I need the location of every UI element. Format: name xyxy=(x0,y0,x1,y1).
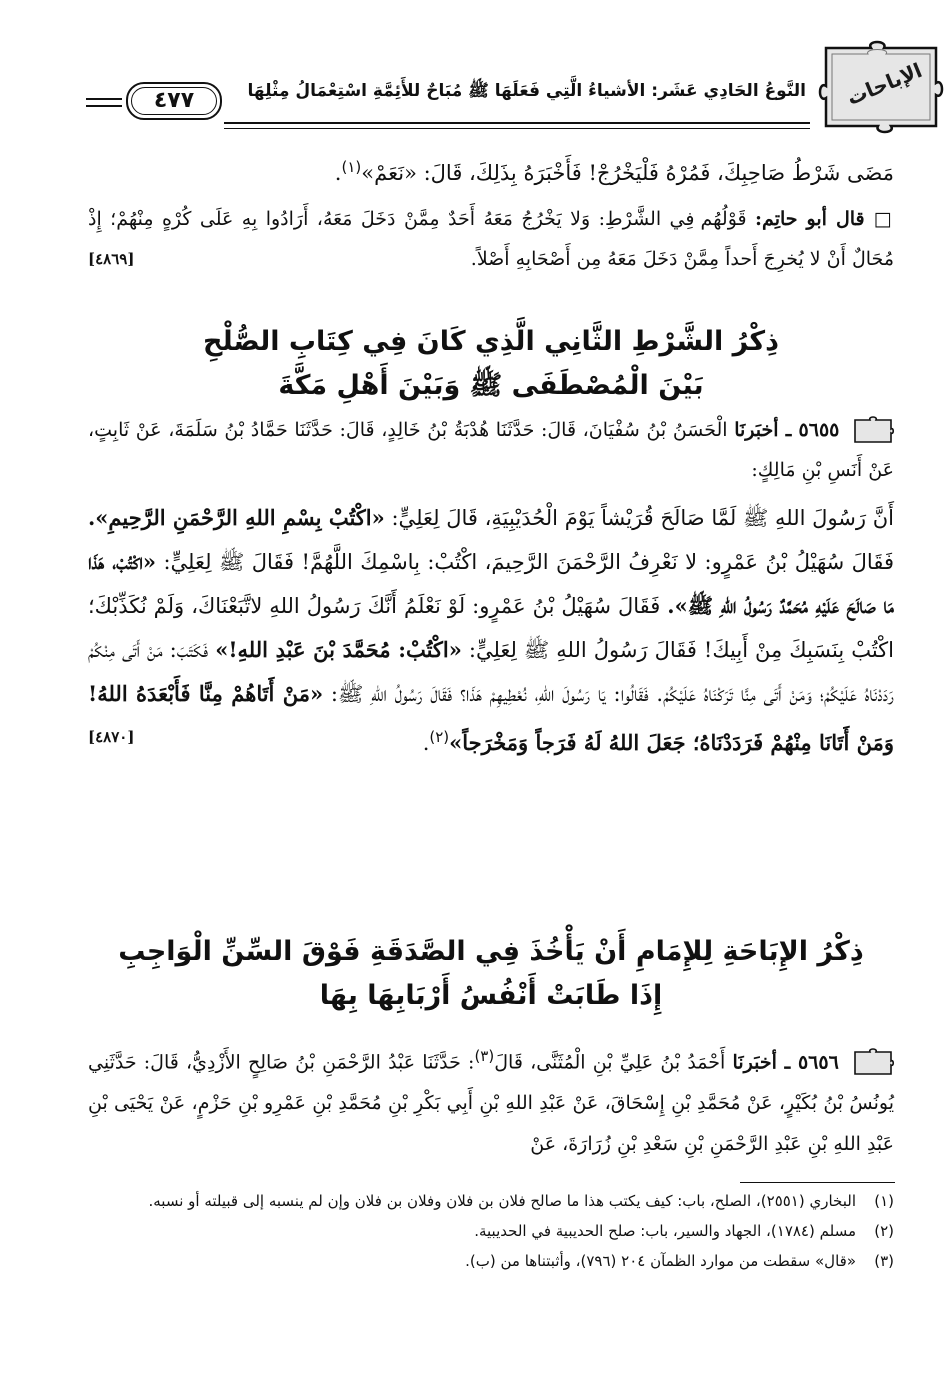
section-heading-2: ذِكْرُ الإِبَاحَةِ لِلإِمَامِ أَنْ يَأْخُذَ فِي الصَّدَقَةِ فَوْقَ السِّنِّ الْوَاجِبِ إِذَا طَابَتْ أَنْفُسُ أَرْبَابِهَا بِهَا xyxy=(118,936,864,1011)
header-rule xyxy=(224,122,810,129)
puzzle-label: الإباحات xyxy=(843,58,926,110)
page-number: ٤٧٧ xyxy=(126,82,222,120)
section-heading-1: ذِكْرُ الشَّرْطِ الثَّانِي الَّذِي كَانَ فِي كِتَابِ الصُّلْحِ بَيْنَ الْمُصْطَفَى ﷺ وَبَيْنَ أَهْلِ مَكَّةَ xyxy=(203,326,779,401)
footnote: (٢) مسلم (١٧٨٤)، الجهاد والسير، باب: صلح الحديبية في الحديبية. xyxy=(474,1222,894,1240)
hadith-ref: [٤٨٦٩] xyxy=(88,250,135,268)
footnote-marker[interactable]: (١) xyxy=(341,158,362,176)
footnote: (١) البخاري (٢٥٥١)، الصلح، باب: كيف يكتب هذا ما صالح فلان بن فلان وفلان بن فلان وإن لم ينسبه إلى قبيلته أو نسبه. xyxy=(148,1192,894,1210)
header-rule-left xyxy=(86,98,122,107)
hadith-marker-icon xyxy=(852,416,894,446)
abu-hatim-comment xyxy=(88,199,894,279)
page-header xyxy=(86,38,946,133)
footnotes xyxy=(86,1188,894,1278)
hadith-matn: أَنَّ رَسُولَ اللهِ ﷺ لَمَّا صَالَحَ قُرَيْشاً يَوْمَ الْحُدَيْبِيَةِ، قَالَ لِعَلِيٍّ: «اكْتُبْ بِسْمِ اللهِ الرَّحْمَنِ الرَّحِيمِ». فَقَالَ سُهَيْلُ بْنُ عَمْرٍو: لا نَعْرِفُ الرَّحْمَنَ الرَّحِيمَ، اكْتُبْ: بِاسْمِكَ اللَّهُمَّ! فَقَالَ ﷺ لِعَلِيٍّ: «اكْتُبْ، هَذَا مَا صَالَحَ عَلَيْهِ مُحَمَّدٌ رَسُولُ اللهِ ﷺ». فَقَالَ سُهَيْلُ بْنُ عَمْرٍو: لَوْ نَعْلَمُ أَنَّكَ رَسُولُ اللهِ لاتَّبَعْنَاكَ، وَلَمْ نُكَذِّبْكَ؛ اكْتُبْ بِنَسَبِكَ مِنْ أَبِيكَ! فَقَالَ رَسُولُ اللهِ ﷺ لِعَلِيٍّ: «اكْتُبْ: مُحَمَّدَ بْنَ عَبْدِ اللهِ!» فَكَتَبَ: مَنْ أَتَى مِنْكُمْ رَدَدْنَاهُ عَلَيْكُمْ؛ وَمَنْ أَتَى مِنَّا تَرَكْنَاهُ عَلَيْكُمْ. فَقَالُوا: يَا رَسُولَ اللهِ، نُعْطِيهِمْ هَذَا؟ فَقَالَ رَسُولُ اللهِ ﷺ: «مَنْ أَتَاهُمْ مِنَّا فَأَبْعَدَهُ اللهُ! وَمَنْ أَتَانَا مِنْهُمْ فَرَدَدْنَاهُ؛ جَعَلَ اللهُ لَهُ فَرَجاً وَمَخْرَجاً»$^{(٢)}$. [٤٨٧٠] xyxy=(88,496,894,765)
hadith-isnad: ٥٦٥٥ ـ أخبَرنَا الْحَسَنُ بْنُ سُفْيَانَ، قَالَ: حَدَّثَنَا هُدْبَةُ بْنُ خَالِدٍ، قَالَ: حَدَّثَنَا حَمَّادُ بْنُ سَلَمَةَ، عَنْ ثَابِتٍ، عَنْ أَنَسِ بْنِ مَالِكٍ: xyxy=(88,410,894,490)
comment-label: □ قال أبو حاتِم: xyxy=(755,208,894,230)
hadith-5655 xyxy=(88,410,894,765)
footnote-separator xyxy=(740,1182,895,1183)
hadith-number: ٥٦٥٦ ـ أخبَرنَا xyxy=(732,1051,839,1074)
footnote-marker[interactable]: (٢) xyxy=(429,728,450,746)
running-title: النَّوعُ الحَادِي عَشَر: الأشياءُ الَّتِي فَعَلَهَا ﷺ مُبَاحٌ للأَئِمَّةِ اسْتِعْمَالُ مِثْلِهَا xyxy=(247,81,806,101)
hadith-marker-icon xyxy=(852,1048,894,1078)
hadith-ref: [٤٨٧٠] xyxy=(88,728,135,746)
hadith-isnad: ٥٦٥٦ ـ أخبَرنَا أَحْمَدُ بْنُ عَلِيِّ بْنِ الْمُثَنَّى، قَالَ$^{(٣)}$: حَدَّثَنَا عَبْدُ الرَّحْمَنِ بْنُ صَالِحٍ الأَزْدِيُّ، قَالَ: حَدَّثَنِي يُونُسُ بْنُ بُكَيْرٍ، عَنْ مُحَمَّدِ بْنِ إِسْحَاقَ، عَنْ عَبْدِ اللهِ بْنِ أَبِي بَكْرِ بْنِ مُحَمَّدِ بْنِ عَمْرِو بْنِ حَزْمٍ، عَنْ يَحْيَى بْنِ عَبْدِ اللهِ بْنِ عَبْدِ الرَّحْمَنِ بْنِ سَعْدِ بْنِ زُرَارَةَ، عَنْ xyxy=(88,1047,894,1156)
intro-block xyxy=(88,146,894,279)
footnote: (٣) «قال» سقطت من موارد الظمآن ٢٠٤ (٧٩٦)، وأثبتناها من (ب). xyxy=(465,1252,894,1270)
hadith-5656 xyxy=(88,1036,894,1165)
intro-line: مَضَى شَرْطُ صَاحِبِكَ، فَمُرْهُ فَلْيَخْرُجْ! فَأَخْبَرَهُ بِذَلِكَ، قَالَ: «نَعَمْ»$^{(١)}$. xyxy=(334,158,894,185)
footnote-marker[interactable]: (٣) xyxy=(474,1047,495,1065)
comment-text: قَوْلُهُم فِي الشَّرْطِ: وَلا يَخْرُجُ مَعَهُ أَحَدٌ مِمَّنْ دَخَلَ مَعَهُ، أَرَادُوا بِهِ عَلَى كُرْهٍ مِنْهُمْ؛ إِذْ مُحَالٌ أَنْ لا يُخرِجَ أَحداً مِمَّنْ دَخَلَ مَعَهُ مِن أَصْحَابِهِ أَصْلاً. xyxy=(88,208,894,270)
hadith-number: ٥٦٥٥ ـ أخبَرنَا xyxy=(734,419,840,441)
